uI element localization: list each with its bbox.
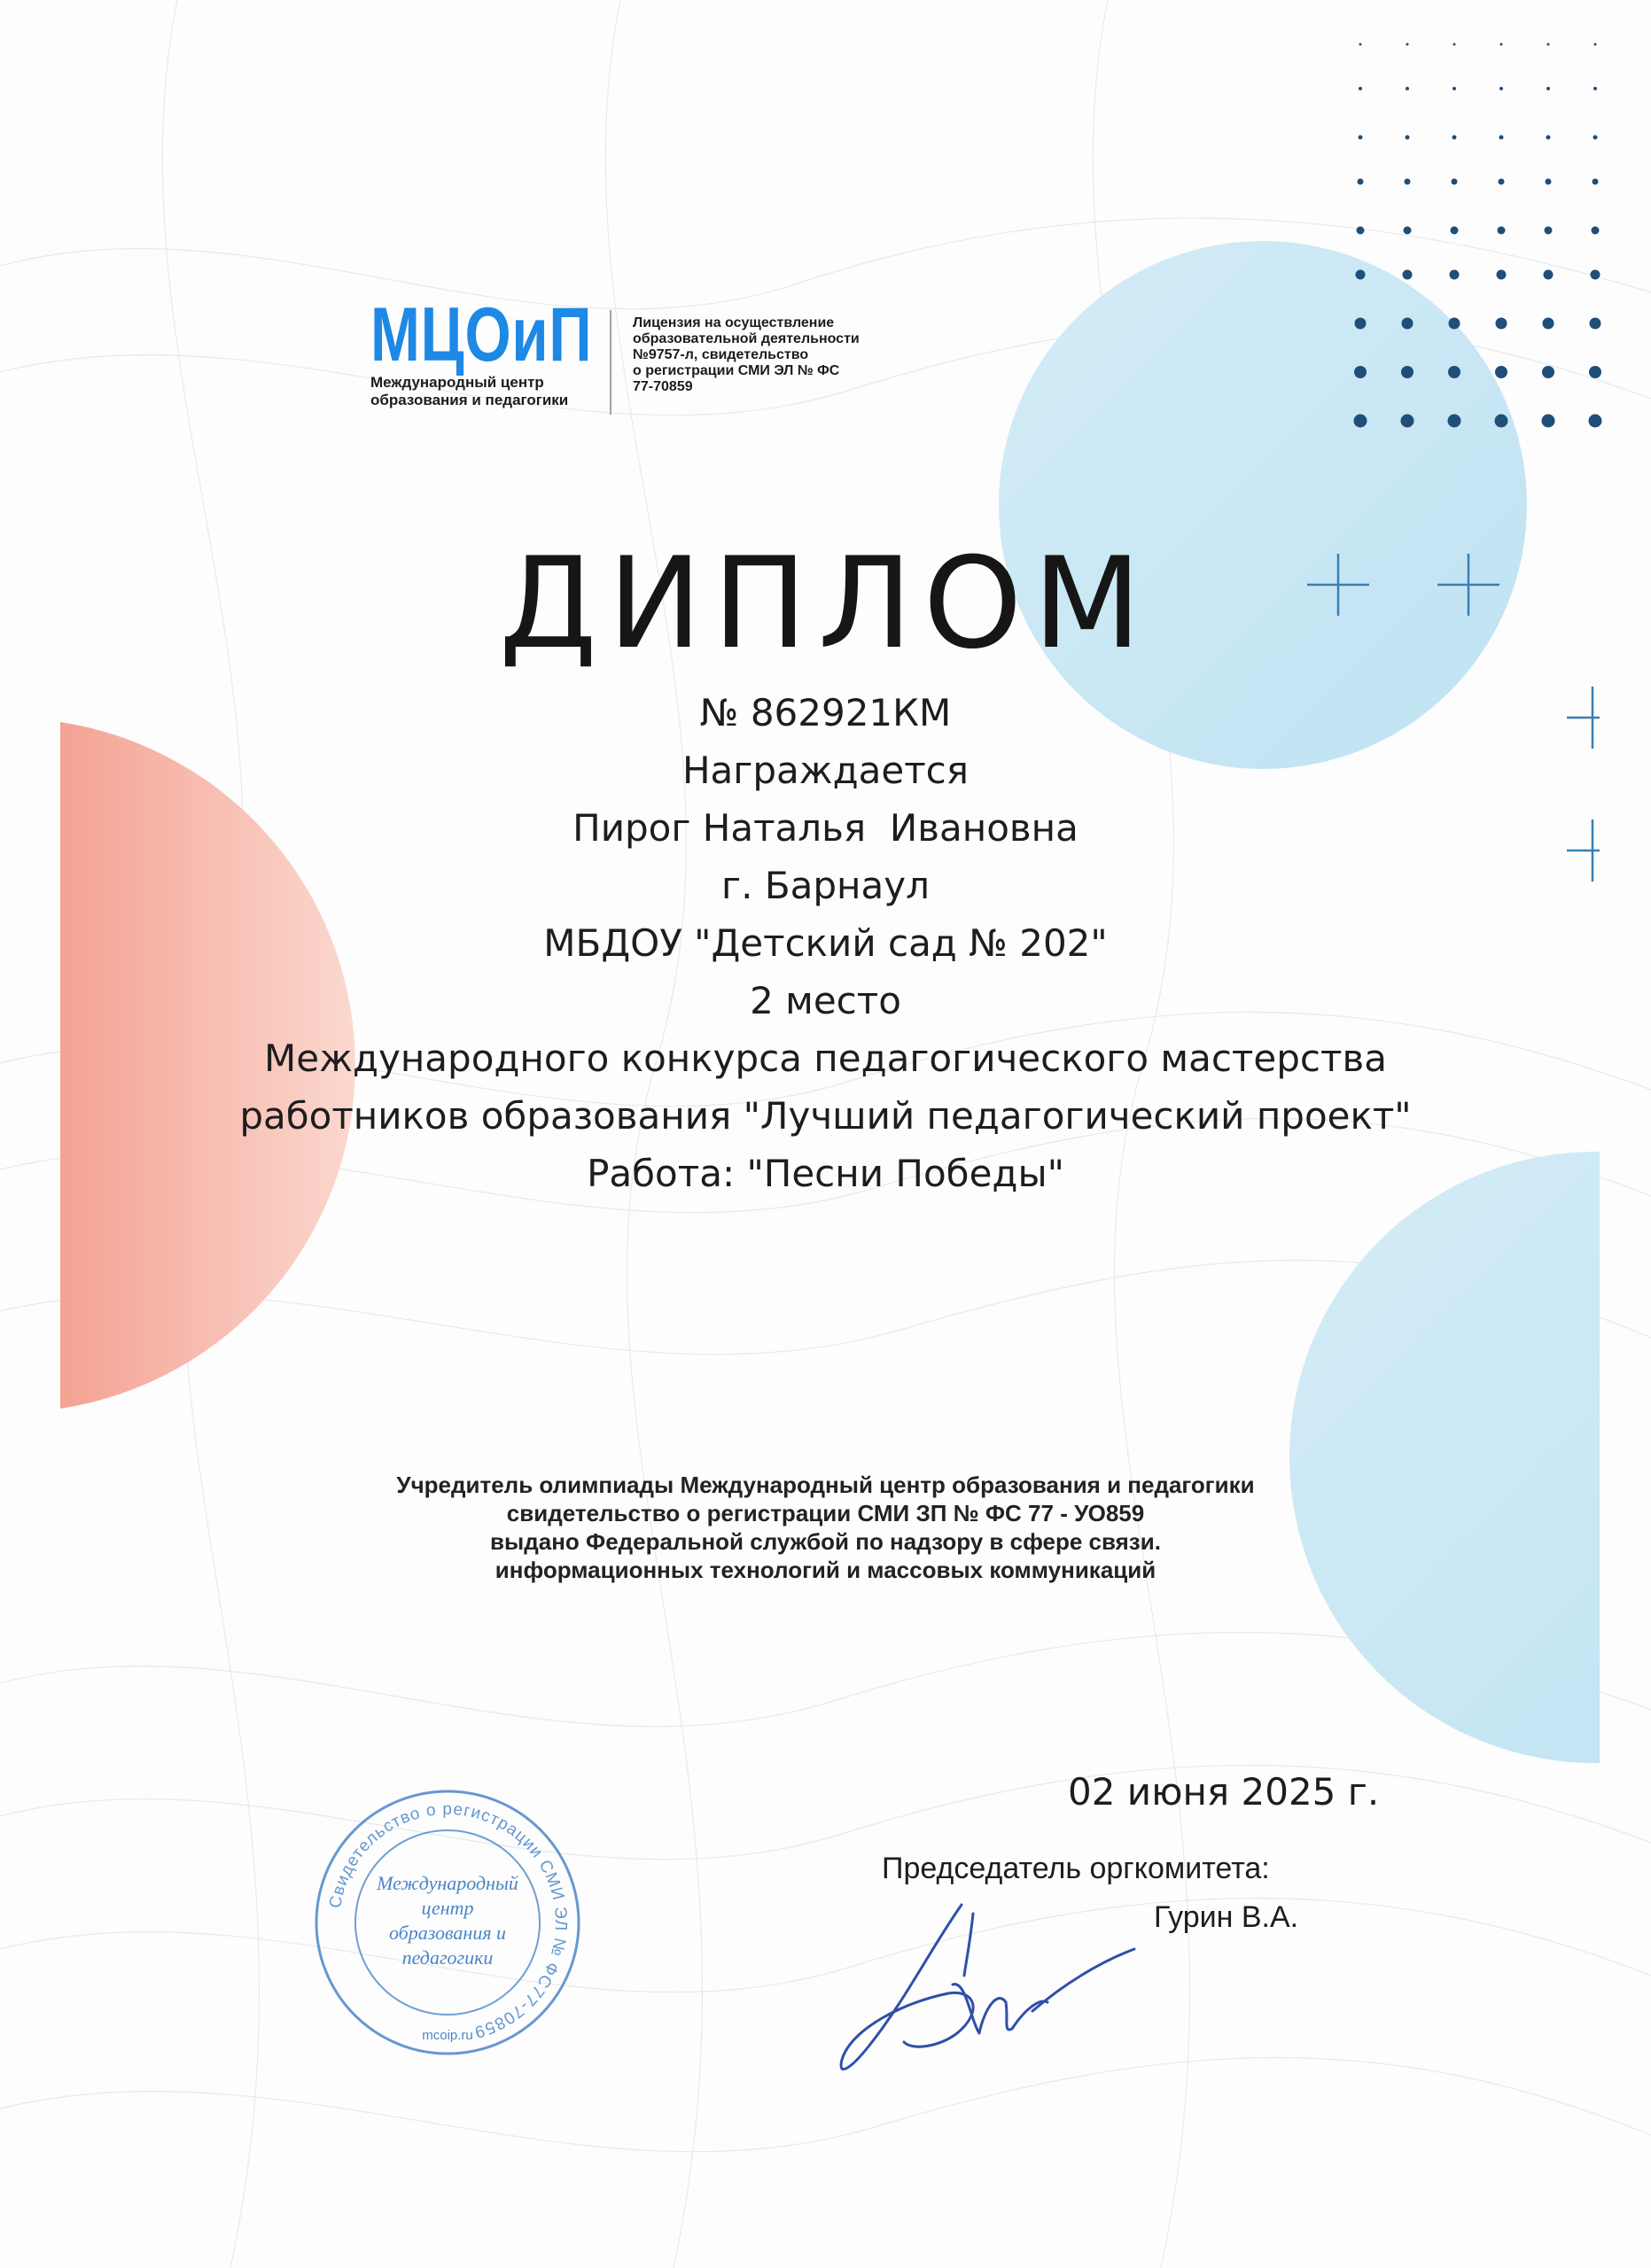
dot <box>1448 366 1460 378</box>
stamp-center-line: образования и <box>388 1922 507 1944</box>
dot <box>1590 318 1601 330</box>
stamp-center-line: Международный <box>377 1872 518 1894</box>
dot <box>1453 43 1456 46</box>
dot <box>1592 227 1600 235</box>
founder-line: свидетельство о регистрации СМИ ЗП № ФС 77 - УО859 <box>506 1500 1145 1526</box>
dot <box>1499 87 1503 90</box>
dot <box>1547 43 1550 46</box>
dot <box>1546 136 1551 140</box>
dot <box>1542 366 1554 378</box>
license-line: 77-70859 <box>633 379 693 394</box>
dot <box>1589 366 1601 378</box>
dot <box>1354 366 1367 378</box>
dot <box>1354 415 1367 428</box>
dot <box>1452 87 1456 90</box>
dot <box>1495 366 1507 378</box>
license-line: образовательной деятельности <box>633 331 860 346</box>
stamp-ring-text: Свидетельство о регистрации СМИ ЭЛ № ФС77-70859 <box>326 1799 571 2042</box>
contest-line: Международного конкурса педагогического мастерства <box>264 1037 1387 1080</box>
dot <box>1359 43 1362 46</box>
dot <box>1359 136 1363 140</box>
stamp-center-line: центр <box>421 1897 474 1919</box>
issue-date: 02 июня 2025 г. <box>1068 1770 1380 1814</box>
diploma-body <box>0 684 1651 1202</box>
logo-divider <box>610 310 611 415</box>
dot <box>1594 43 1597 46</box>
dot <box>1401 415 1414 428</box>
license-info <box>633 315 916 395</box>
dot <box>1451 227 1459 235</box>
work-title: Работа: "Песни Победы" <box>587 1152 1064 1195</box>
dot <box>1543 318 1554 330</box>
stamp-center-line: педагогики <box>401 1946 494 1969</box>
logo-subtitle-line2: образования и педагогики <box>370 392 569 408</box>
dot <box>1499 136 1504 140</box>
dot <box>1593 179 1599 185</box>
dot <box>1452 136 1457 140</box>
dot <box>1406 87 1409 90</box>
institution: МБДОУ "Детский сад № 202" <box>543 921 1108 965</box>
dot <box>1355 318 1367 330</box>
dot <box>1545 227 1553 235</box>
dot <box>1589 415 1602 428</box>
dot <box>1356 270 1366 280</box>
dot <box>1591 270 1600 280</box>
dot <box>1406 136 1410 140</box>
stamp-bottom-text: mcoip.ru <box>422 2028 473 2043</box>
place: 2 место <box>750 979 901 1022</box>
founder-info <box>0 1471 1651 1584</box>
dot <box>1357 227 1365 235</box>
founder-line: информационных технологий и массовых коммуникаций <box>495 1557 1156 1583</box>
license-line: №9757-л, свидетельство <box>633 347 809 362</box>
dot <box>1546 87 1550 90</box>
founder-line: выдано Федеральной службой по надзору в сфере связи. <box>490 1528 1161 1555</box>
blue-circle-decoration-lower <box>1289 1152 1651 1763</box>
awarded-label: Награждается <box>681 749 970 792</box>
founder-line: Учредитель олимпиады Международный центр образования и педагогики <box>396 1472 1255 1498</box>
official-stamp <box>310 1785 585 2060</box>
dot <box>1496 318 1507 330</box>
logo-subtitle-line1: Международный центр <box>370 374 544 391</box>
dot <box>1542 415 1555 428</box>
dot <box>1593 136 1598 140</box>
license-line: о регистрации СМИ ЭЛ № ФС <box>633 363 840 378</box>
dot <box>1499 179 1505 185</box>
dot <box>1404 227 1412 235</box>
license-line: Лицензия на осуществление <box>633 315 835 330</box>
dot <box>1358 179 1364 185</box>
dot <box>1497 270 1507 280</box>
dot <box>1405 179 1411 185</box>
dot <box>1403 270 1413 280</box>
dot <box>1498 227 1506 235</box>
dot <box>1500 43 1503 46</box>
dot <box>1546 179 1552 185</box>
dot <box>1406 43 1409 46</box>
logo-wordmark: МЦОиП <box>370 292 593 377</box>
diploma-number: № 862921КМ <box>699 691 952 734</box>
signatory-title: Председатель оргкомитета: <box>882 1852 1270 1885</box>
organization-logo <box>370 292 593 409</box>
city: г. Барнаул <box>721 864 930 907</box>
dot <box>1402 318 1413 330</box>
signatory-name: Гурин В.А. <box>1154 1900 1299 1934</box>
dot <box>1544 270 1554 280</box>
dot <box>1450 270 1460 280</box>
dot <box>1401 366 1413 378</box>
diploma-title: ДИПЛОМ <box>498 531 1152 677</box>
dot <box>1452 179 1458 185</box>
contest-line: работников образования "Лучший педагогический проект" <box>239 1094 1412 1138</box>
dot <box>1449 318 1460 330</box>
dot <box>1448 415 1461 428</box>
dot <box>1593 87 1597 90</box>
dot <box>1359 87 1362 90</box>
recipient-name: Пирог Наталья Ивановна <box>572 806 1079 850</box>
dot <box>1495 415 1508 428</box>
handwritten-signature <box>806 1878 1143 2091</box>
